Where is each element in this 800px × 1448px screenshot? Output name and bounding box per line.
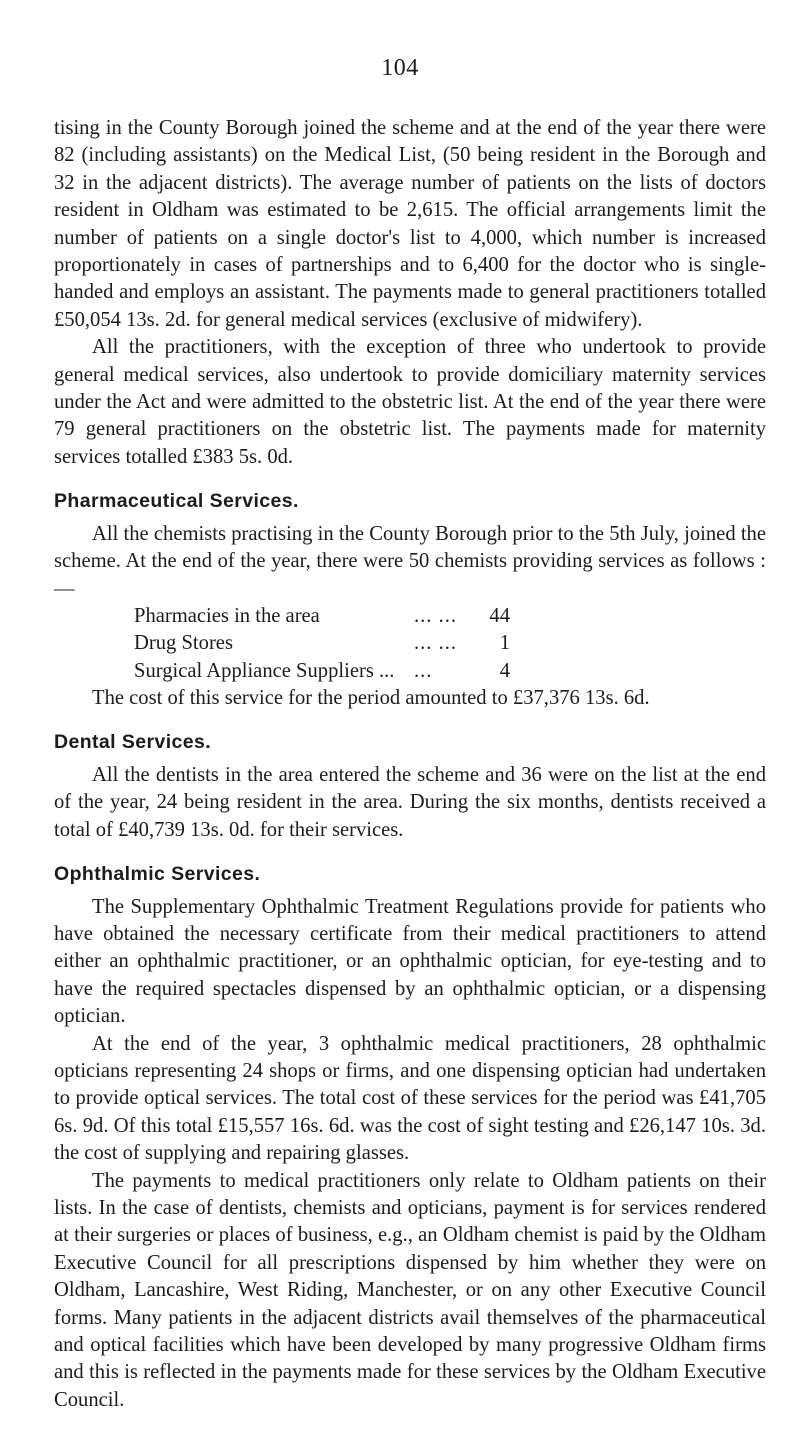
paragraph-maternity-services: All the practitioners, with the exception of three who undertook to provide general medical services, also undertook to provide domiciliary maternity services under the Act and were admitted to the obstetric list. At the end of the year there were 79 general practitioners on the obstetric list. The payments made for maternity services totalled £383 5s. 0d.: [54, 336, 766, 468]
paragraph-dental-services: All the dentists in the area entered the scheme and 36 were on the list at the end of the year, 24 being resident in the area. During the six months, dentists received a total of £40,739 13s. 0d. for their services.: [54, 763, 766, 841]
provider-list: [54, 603, 766, 685]
provider-name: Drug Stores: [134, 632, 233, 655]
page-number: 104: [381, 55, 419, 81]
provider-row-surgical-appliance-suppliers: [54, 658, 766, 685]
paragraph-ophthalmic-year-end: At the end of the year, 3 ophthalmic medical practitioners, 28 ophthalmic opticians representing 24 shops or firms, and one dispensing optician had undertaken to provide optical services. The total cost of these services for the period was £41,705 6s. 9d. Of this total £15,557 16s. 6d. was the cost of sight testing and £26,147 10s. 3d. the cost of supplying and repairing glasses.: [54, 1032, 766, 1165]
paragraph-pharmaceutical-intro: All the chemists practising in the County Borough prior to the 5th July, joined the scheme. At the end of the year, there were 50 chemists providing services as follows :—: [54, 522, 766, 600]
leader-dots: ... ...: [414, 632, 458, 655]
leader-dots: ...: [414, 659, 433, 682]
paragraph-ophthalmic-regulations: The Supplementary Ophthalmic Treatment Regulations provide for patients who have obtained the necessary certificate from their medical practitioners to attend either an ophthalmic practitioner, or an ophthalmic optician, for eye-testing and to have the required spectacles dispensed by an ophthalmic optician, or a dispensing optician.: [54, 895, 766, 1028]
page-body: [54, 115, 766, 1414]
heading-pharmaceutical-services: Pharmaceutical Services.: [54, 490, 299, 513]
provider-row-pharmacies: [54, 603, 766, 630]
provider-count: 44: [489, 604, 510, 627]
paragraph-general-practitioners: tising in the County Borough joined the scheme and at the end of the year there were 82 (including assistants) on the Medical List, (50 being resident in the Borough and 32 in the adjacent districts). The average number of patients on the lists of doctors resident in Oldham was estimated to be 2,615. The official arrangements limit the number of patients on a single doctor's list to 4,000, which number is increased proportionately in cases of partnerships and to 6,400 for the doctor who is single-handed and employs an assistant. The payments made to general practitioners totalled £50,054 13s. 2d. for general medical services (exclusive of midwifery).: [54, 117, 766, 331]
provider-name: Pharmacies in the area: [134, 604, 320, 627]
leader-dots: ... ...: [414, 604, 458, 627]
paragraph-pharmaceutical-cost: The cost of this service for the period amounted to £37,376 13s. 6d.: [92, 687, 650, 710]
provider-count: 4: [499, 659, 510, 682]
heading-dental-services: Dental Services.: [54, 731, 212, 754]
provider-name: Surgical Appliance Suppliers ...: [134, 659, 395, 682]
provider-count: 1: [499, 632, 510, 655]
provider-row-drug-stores: [54, 630, 766, 657]
heading-ophthalmic-services: Ophthalmic Services.: [54, 863, 261, 886]
paragraph-ophthalmic-payments: The payments to medical practitioners only relate to Oldham patients on their lists. In the case of dentists, chemists and opticians, payment is for services rendered at their surgeries or places of business, e.g., an Oldham chemist is paid by the Oldham Executive Council for all prescriptions dispensed by him whether they were on Oldham, Lancashire, West Riding, Manchester, or on any other Executive Council forms. Many patients in the adjacent districts avail themselves of the pharmaceutical and optical facilities which have been developed by many progressive Oldham firms and this is reflected in the payments made for these services by the Oldham Executive Council.: [54, 1169, 766, 1411]
